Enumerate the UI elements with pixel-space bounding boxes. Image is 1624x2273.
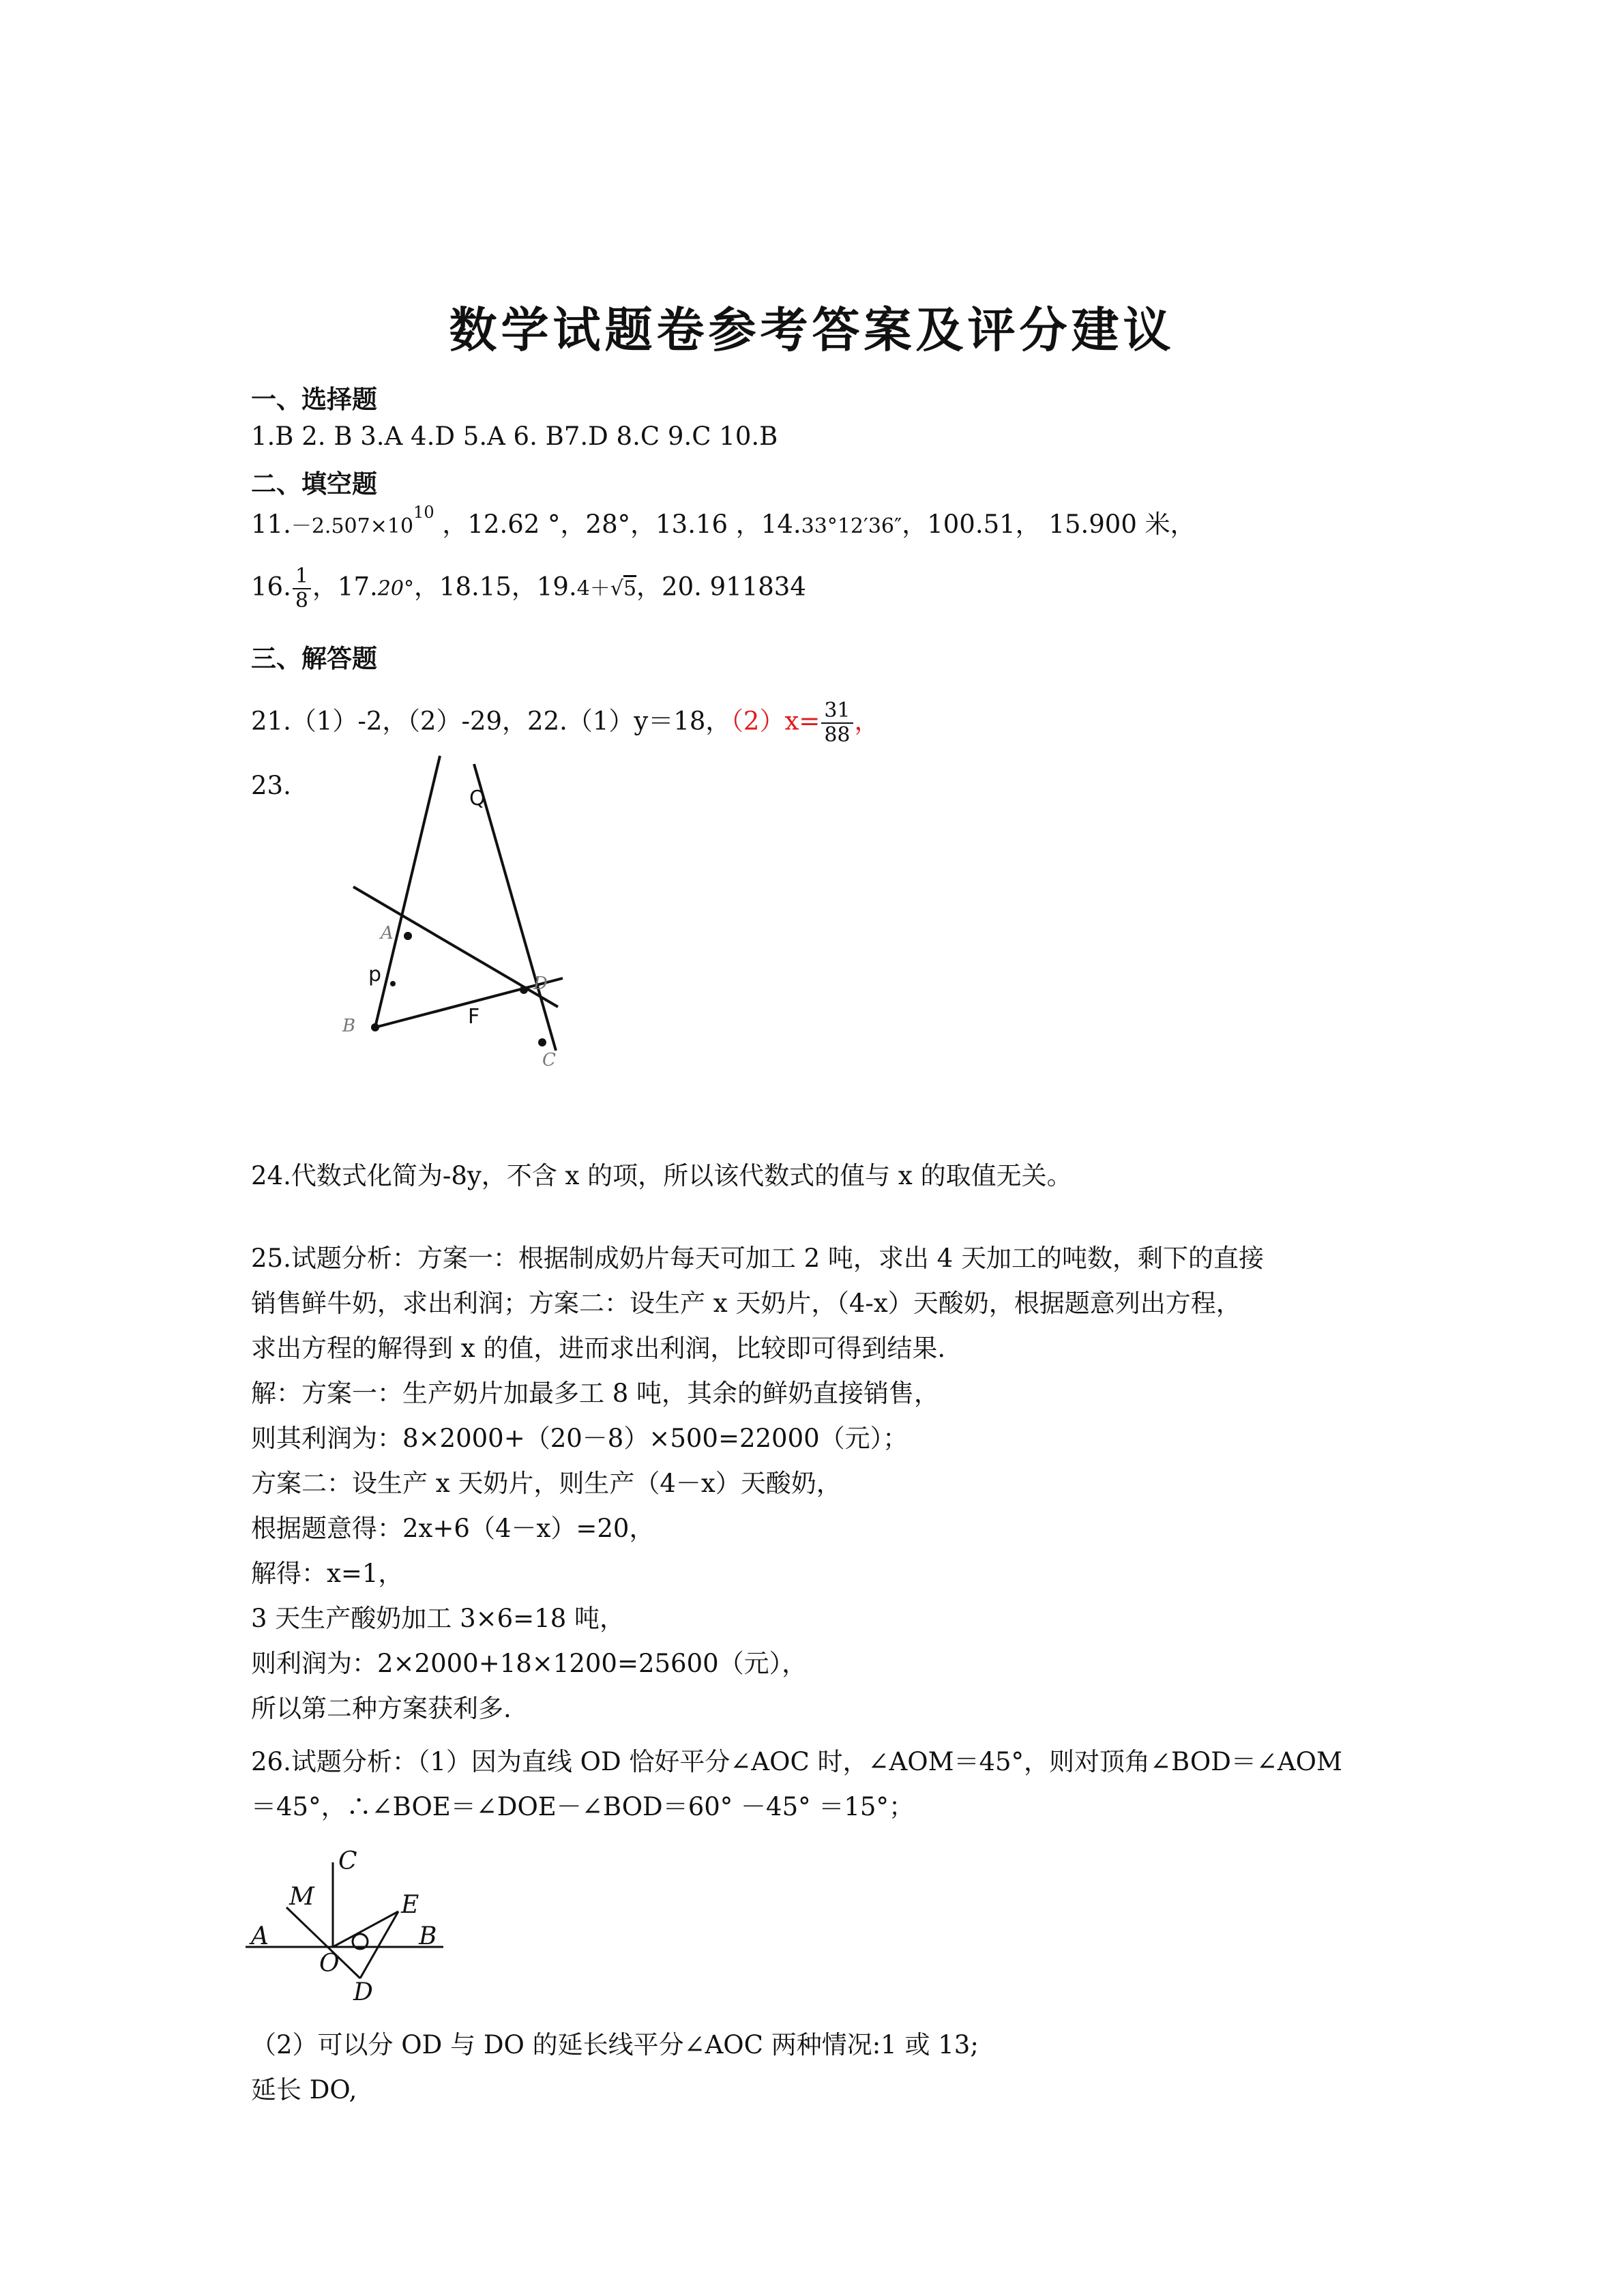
q19-root-prefix: 4＋ — [576, 576, 610, 601]
q16-label: 16. — [251, 572, 291, 602]
point-c — [538, 1038, 546, 1046]
label-o: O — [319, 1950, 340, 1978]
q22-numerator: 31 — [821, 699, 853, 724]
q26-tail-line: （2）可以分 OD 与 DO 的延长线平分∠AOC 两种情况:1 或 13; — [251, 2030, 979, 2059]
q17-label: ，17. — [312, 572, 378, 602]
label-p: p — [368, 963, 382, 986]
q25-line: 所以第二种方案获利多. — [251, 1694, 512, 1723]
fill-answers-18-19: ，18.15，19. — [413, 572, 577, 602]
q19-root: 5 — [623, 576, 637, 601]
label-q: Q — [469, 787, 486, 810]
q25-block — [251, 1236, 1264, 1731]
q26-block — [251, 1740, 1342, 1830]
q16-denominator: 8 — [295, 589, 308, 613]
q22-part2: （2）x= — [730, 706, 821, 736]
label-m: M — [289, 1883, 314, 1911]
q25-line: 则其利润为：8×2000+（20－8）×500=22000（元）； — [251, 1424, 909, 1453]
label-b: B — [342, 1016, 356, 1036]
point-b — [371, 1023, 379, 1031]
line-ab — [375, 756, 440, 1027]
point-a — [404, 932, 412, 940]
label-a: A — [381, 923, 394, 943]
q23-label: 23. — [251, 771, 291, 800]
point-d — [520, 986, 528, 994]
q11-exponent: 10 — [413, 503, 434, 522]
q21-text: 21.（1）-2，（2）-29，22.（1）y＝18， — [251, 706, 731, 736]
q16-fraction — [293, 565, 311, 613]
q22-fraction — [821, 699, 853, 747]
q25-line: 销售鲜牛奶，求出利润；方案二：设生产 x 天奶片，（4-x）天酸奶，根据题意列出方程， — [251, 1289, 1241, 1318]
fill-answers-12-14: ，12.62 °，28°，13.16 ，14. — [442, 510, 801, 539]
q26-tail-line: 延长 DO, — [251, 2075, 357, 2105]
fill-answers-14-15: ，100.51， 15.900 米， — [902, 510, 1196, 539]
section-heading-solve: 三、解答题 — [251, 643, 377, 673]
q25-line: 根据题意得：2x+6（4－x）=20， — [251, 1514, 655, 1543]
q25-line: 解：方案一：生产奶片加最多工 8 吨，其余的鲜奶直接销售， — [251, 1379, 940, 1408]
section-heading-fill: 二、填空题 — [251, 469, 377, 499]
page-title: 数学试题卷参考答案及评分建议 — [449, 302, 1175, 358]
q16-numerator: 1 — [293, 565, 311, 589]
q14-degree: 33°12′36″ — [801, 514, 902, 538]
label-b: B — [419, 1922, 437, 1950]
q26-tail-block — [251, 2023, 979, 2113]
q25-line: 解得：x=1， — [251, 1559, 404, 1588]
q26-line: ＝45°，∴∠BOE＝∠DOE－∠BOD＝60° －45° ＝15°； — [251, 1792, 914, 1821]
q25-line: 求出方程的解得到 x 的值，进而求出利润，比较即可得到结果. — [251, 1334, 946, 1363]
q21-q22-answers — [251, 699, 880, 747]
label-c: C — [542, 1050, 556, 1070]
q25-line: 则利润为：2×2000+18×1200=25600（元）， — [251, 1649, 808, 1678]
q22-tail: ， — [854, 706, 880, 736]
q24-answer: 24.代数式化简为-8y，不含 x 的项，所以该代数式的值与 x 的取值无关。 — [251, 1161, 1072, 1190]
q25-line: 25.试题分析：方案一：根据制成奶片每天可加工 2 吨，求出 4 天加工的吨数，剩下的直接 — [251, 1244, 1264, 1273]
point-p — [390, 981, 396, 986]
line-qc — [474, 764, 556, 1051]
choice-answers: 1.B 2. B 3.A 4.D 5.A 6. B7.D 8.C 9.C 10.B — [251, 422, 778, 451]
q22-denominator: 88 — [824, 723, 851, 747]
label-c: C — [338, 1847, 357, 1875]
label-f: F — [468, 1005, 480, 1029]
fill-answers-line-1 — [251, 503, 1196, 543]
q25-line: 3 天生产酸奶加工 3×6=18 吨， — [251, 1604, 625, 1633]
fill-answers-line-2: 16. $\frac{1}{8}$ ，17.20°，18.15，19.4＋√5，20. 911834 — [251, 564, 806, 613]
q25-line: 方案二：设生产 x 天奶片，则生产（4－x）天酸奶， — [251, 1469, 842, 1498]
q17-degree: 20° — [377, 576, 414, 601]
q23-figure — [334, 750, 593, 1078]
label-e: E — [401, 1891, 419, 1919]
q11-mantissa: －2.507×10 — [291, 514, 414, 538]
q26-figure — [246, 1842, 450, 2006]
q26-line: 26.试题分析：（1）因为直线 OD 恰好平分∠AOC 时，∠AOM＝45°，则对顶角∠BOD＝∠AOM — [251, 1747, 1342, 1776]
section-heading-choice: 一、选择题 — [251, 384, 377, 414]
label-d: D — [533, 973, 548, 994]
q11-label: 11. — [251, 510, 291, 539]
label-a: A — [251, 1922, 269, 1950]
label-d: D — [353, 1978, 373, 2006]
q20-answer: ，20. 911834 — [636, 572, 806, 602]
